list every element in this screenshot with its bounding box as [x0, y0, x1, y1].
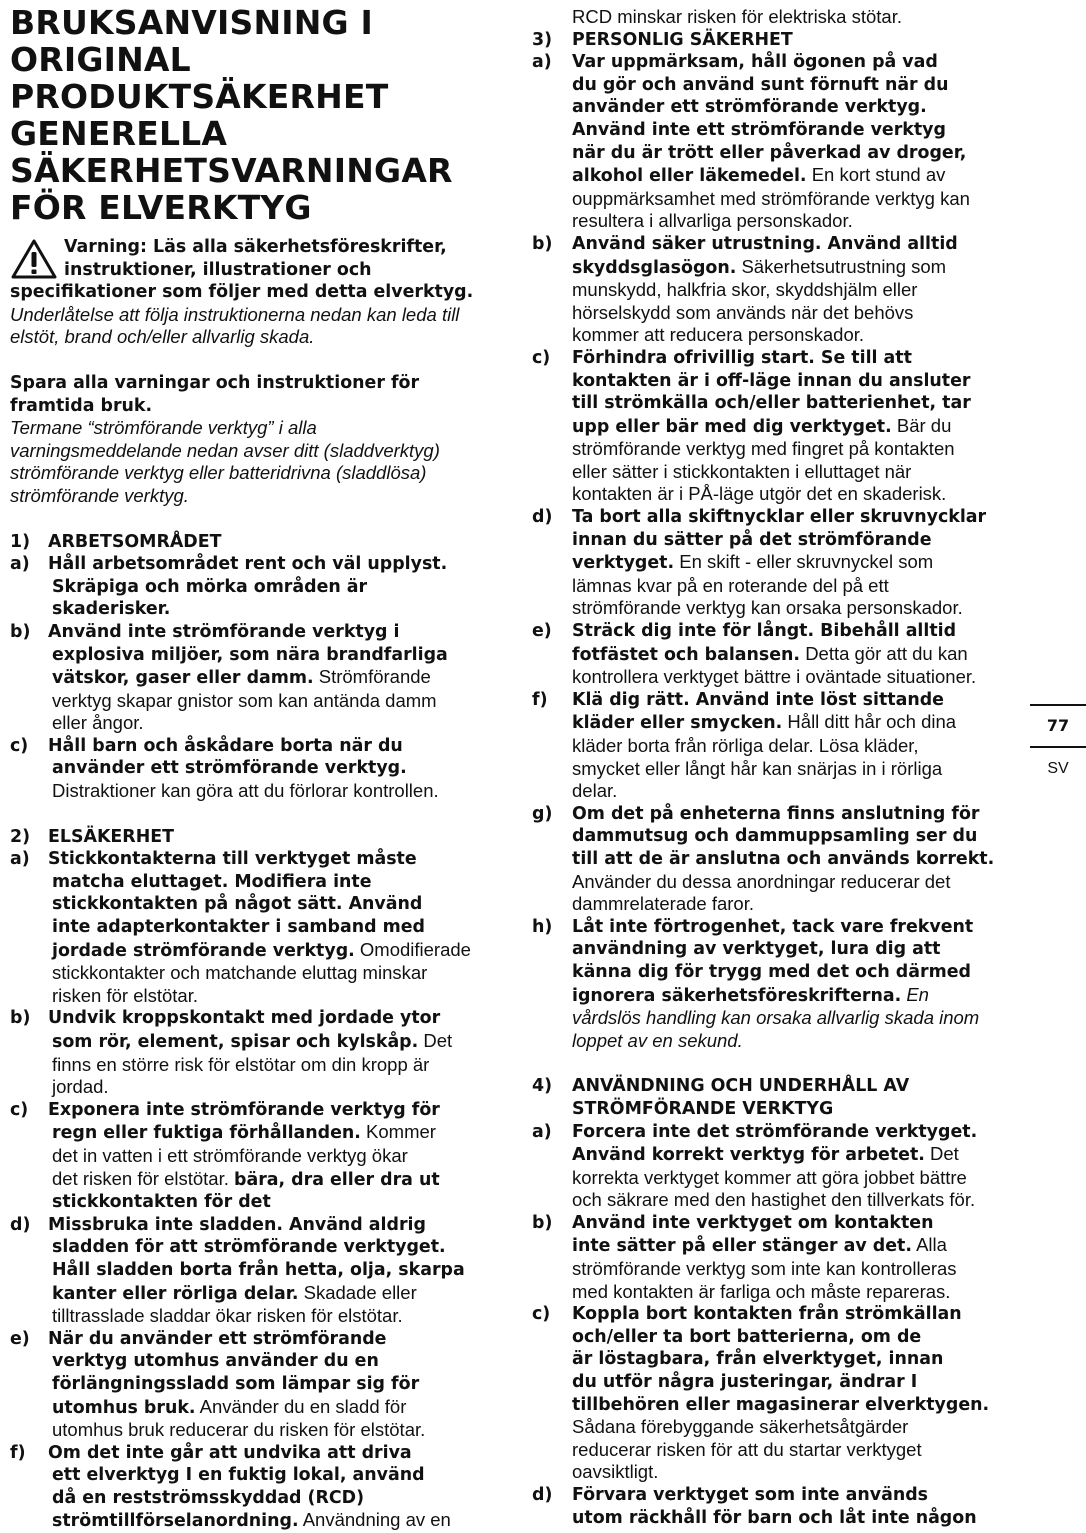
page-title: BRUKSANVISNING I ORIGINAL PRODUKTSÄKERHET GENERELLA SÄKERHETSVARNINGAR FÖR ELVERKTYG	[10, 3, 453, 227]
section-heading: 4) ANVÄNDNING OCH UNDERHÅLL AV	[532, 1076, 910, 1097]
list-item: a) Forcera inte det strömförande verktyget. Använd korrekt verktyg för arbetet. Det korrekta verktyget kommer att göra jobbet bättre och säkrare med den hastighet den tillverkats för.	[532, 1121, 978, 1211]
list-item: h) Låt inte förtrogenhet, tack vare frekvent användning av verktyget, lura dig att känna dig för trygg med det och därmed ignorera säkerhetsföreskrifterna. En vårdslös handling kan orsaka allvarlig skada inom loppet av en sekund.	[532, 916, 980, 1051]
warning-triangle-icon	[10, 238, 58, 280]
left-column	[10, 0, 495, 1533]
list-item: b) Använd säker utrustning. Använd alltid skyddsglasögon. Säkerhetsutrustning som munskydd, halkfria skor, skyddshjälm eller hörselskydd som används när det behövs kommer att reducera personskador.	[532, 233, 958, 346]
warning-block: Varning: Läs alla säkerhetsföreskrifter, instruktioner, illustrationer och specifikationer som följer med detta elverktyg. Underlåtelse att följa instruktionerna nedan kan leda till elstöt, brand och/eller allvarlig skada.	[10, 237, 474, 348]
list-item: c) Förhindra ofrivillig start. Se till att kontakten är i off-läge innan du ansluter till strömkälla och/eller batterienhet, tar upp eller bär med dig verktyget. Bär du strömförande verktyg med fingret på kontakten eller sätter i stickkontakten i elluttaget när kontakten är i PÅ-läge utgör det en skaderisk.	[532, 347, 971, 505]
language-code: SV	[1047, 760, 1069, 777]
section-elsakerhet	[10, 826, 495, 1533]
section-anvandning: 4) ANVÄNDNING OCH UNDERHÅLL AV STRÖMFÖRANDE VERKTYG a) Forcera inte det strömförande verktyget. Använd korrekt verktyg för arbetet. Det korrekta verktyget kommer att göra jobbet bättre och säkrare med den hastighet den tillverkats för. b) Använd inte verktyget om kontakten inte sätter på eller stänger av det. Alla strömförande verktyg som inte kan kontrolleras med kontakten är farliga och måste repareras. c) Koppla bort kontakten från strömkällan och/eller ta bort batterierna, om de är löstagbara, från elverktyget, innan du utför några justeringar, ändrar I tillbehören eller magasinerar elverktygen. Sådana förebyggande säkerhetsåtgärder reducerar risken för att du startar verktyget oavsiktligt. d) Förvara verktyget som inte används utom räckhåll för barn och låt inte någon	[532, 1075, 1022, 1529]
section-arbetsomradet	[10, 531, 495, 803]
list-item: f) Om det inte går att undvika att driva ett elverktyg I en fuktig lokal, använd då en restströmsskyddad (RCD) strömtillförselanordning. Användning av en	[10, 1442, 451, 1532]
section-heading: 2) ELSÄKERHET	[10, 826, 174, 847]
section-personlig-sakerhet	[532, 29, 1022, 1053]
section-heading: 3) PERSONLIG SÄKERHET	[532, 29, 793, 50]
list-item: d) Förvara verktyget som inte används utom räckhåll för barn och låt inte någon	[532, 1485, 977, 1528]
list-item: d) Ta bort alla skiftnycklar eller skruvnycklar innan du sätter på det strömförande verktyget. En skift - eller skruvnyckel som lämnas kvar på en roterande del på ett strömförande verktyg kan orsaka personskador.	[532, 507, 987, 619]
save-instructions: Spara alla varningar och instruktioner för framtida bruk. Termane “strömförande verktyg” i alla varningsmeddelande nedan avser ditt (sladdverktyg) strömförande verktyg eller batteridrivna (sladdlösa) strömförande verktyg.	[10, 372, 440, 506]
list-item: e) Sträck dig inte för långt. Bibehåll alltid fotfästet och balansen. Detta gör att du kan kontrollera verktyget bättre i oväntade situationer.	[532, 621, 977, 688]
list-item: g) Om det på enheterna finns anslutning för dammutsug och dammuppsamling ser du till att de är anslutna och används korrekt. Använder du dessa anordningar reducerar det dammrelaterade faror.	[532, 803, 995, 915]
page-number: 77	[1046, 716, 1070, 735]
page-number-tab	[1030, 704, 1086, 778]
list-item: b) Undvik kroppskontakt med jordade ytor som rör, element, spisar och kylskåp. Det finns en större risk för elstötar om din kropp är jordad.	[10, 1008, 453, 1098]
right-column: RCD minskar risken för elektriska stötar. 3) PERSONLIG SÄKERHET a) Var uppmärksam, håll ögonen på vad du gör och använd sunt förnuft när du använder ett strömförande verktyg. Använd inte ett strömförande verktyg när du är trött eller påverkad av droger, alkohol eller läkemedel. En kort stund av ouppmärksamhet med strömförande verktyg kan resultera i allvarliga personskador. b) Använd säker utrustning. Använd alltid skyddsglasögon. Säkerhetsutrustning som munskydd, halkfria skor, skyddshjälm eller hörselskydd som används när det behövs kommer att reducera personskador. c) Förhindra ofrivillig start. Se till att kontakten är i off-läge innan du ansluter till strömkälla och/eller batterienhet, tar upp eller bär med dig verktyget. Bär du strömförande verktyg med fingret på kontakten eller sätter i stickkontakten i elluttaget när kontakten är i PÅ-läge utgör det en skaderisk. d) Ta bort alla skiftnycklar eller skruvnycklar innan du sätter på det strömförande verktyget. En skift - eller skruvnyckel som lämnas kvar på en roterande del på ett strömförande verktyg kan orsaka personskador. e) Sträck dig inte för långt. Bibehåll alltid fotfästet och balansen. Detta gör att du kan kontrollera verktyget bättre i oväntade situationer. f) Klä dig rätt. Använd inte löst sittande kläder eller smycken. Håll ditt hår och dina kläder borta från rörliga delar. Lösa kläder, smycket eller långt hår kan snärjas in i rörliga delar. g) Om det på enheterna finns anslutning för dammutsug och dammuppsamling ser du till att de är anslutna och används korrekt. Använder du dessa anordningar reducerar det dammrelaterade faror. h) Låt inte förtrogenhet, tack vare frekvent användning av verktyget, lura dig att känna dig för trygg med det och därmed ignorera säkerhetsföreskrifterna. En vårdslös handling kan orsaka allvarlig skada inom loppet av en sekund. 4) ANVÄNDNING OCH UNDERHÅLL AV STRÖMFÖRANDE VERKTYG a) Forcera inte det strömförande verktyget. Använd korrekt verktyg för arbetet. Det korrekta verktyget kommer att göra jobbet bättre och säkrare med den hastighet den tillverkats för. b) Använd inte verktyget om kontakten inte sätter på eller stänger av det. Alla strömförande verktyg som inte kan kontrolleras med kontakten är farliga och måste repareras. c) Koppla bort kontakten från strömkällan och/eller ta bort batterierna, om de är löstagbara, från elverktyget, innan du utför några justeringar, ändrar I tillbehören eller magasinerar elverktygen. Sådana förebyggande säkerhetsåtgärder reducerar risken för att du startar verktyget oavsiktligt. d) Förvara verktyget som inte används utom räckhåll för barn och låt inte någon	[532, 6, 1022, 1529]
list-item: b) Använd inte strömförande verktyg i explosiva miljöer, som nära brandfarliga vätskor, gaser eller damm. Strömförande verktyg skapar gnistor som kan antända damm eller ångor.	[10, 621, 448, 734]
list-item: e) När du använder ett strömförande verktyg utomhus använder du en förlängningssladd som lämpar sig för utomhus bruk. Använder du en sladd för utomhus bruk reducerar du risken för elstötar.	[10, 1328, 426, 1441]
list-item: d) Missbruka inte sladden. Använd aldrig sladden för att strömförande verktyget. Håll sladden borta från hetta, olja, skarpa kanter eller rörliga delar. Skadade eller tilltrasslade sladdar ökar risken för elstötar.	[10, 1214, 465, 1327]
list-item: a) Var uppmärksam, håll ögonen på vad du gör och använd sunt förnuft när du använder ett strömförande verktyg. Använd inte ett strömförande verktyg när du är trött eller påverkad av droger, alkohol eller läkemedel. En kort stund av ouppmärksamhet med strömförande verktyg kan resultera i allvarliga personskador.	[532, 52, 970, 232]
list-item: a) Stickkontakterna till verktyget måste matcha eluttaget. Modifiera inte stickkontakten på något sätt. Använd inte adapterkontakter i samband med jordade strömförande verktyg. Omodifierade stickkontakter och matchande eluttag minskar risken för elstötar.	[10, 849, 471, 1006]
list-item: c) Exponera inte strömförande verktyg för regn eller fuktiga förhållanden. Kommer det in vatten i ett strömförande verktyg ökar det risken för elstötar. bära, dra eller dra ut stickkontakten för det	[10, 1099, 440, 1213]
list-item: c) Håll barn och åskådare borta när du använder ett strömförande verktyg. Distraktioner kan göra att du förlorar kontrollen.	[10, 735, 439, 802]
list-item: a) Håll arbetsområdet rent och väl upplyst. Skräpiga och mörka områden är skaderisker.	[10, 554, 448, 620]
section-heading: 1) ARBETSOMRÅDET	[10, 531, 222, 552]
list-item: b) Använd inte verktyget om kontakten inte sätter på eller stänger av det. Alla strömförande verktyg som inte kan kontrolleras med kontakten är farliga och måste repareras.	[532, 1212, 957, 1302]
list-item: c) Koppla bort kontakten från strömkällan och/eller ta bort batterierna, om de är löstagbara, från elverktyget, innan du utför några justeringar, ändrar I tillbehören eller magasinerar elverktygen. Sådana förebyggande säkerhetsåtgärder reducerar risken för att du startar verktyget oavsiktligt.	[532, 1304, 990, 1483]
list-item: f) Klä dig rätt. Använd inte löst sittande kläder eller smycken. Håll ditt hår och dina kläder borta från rörliga delar. Lösa kläder, smycket eller långt hår kan snärjas in i rörliga delar.	[532, 689, 957, 802]
